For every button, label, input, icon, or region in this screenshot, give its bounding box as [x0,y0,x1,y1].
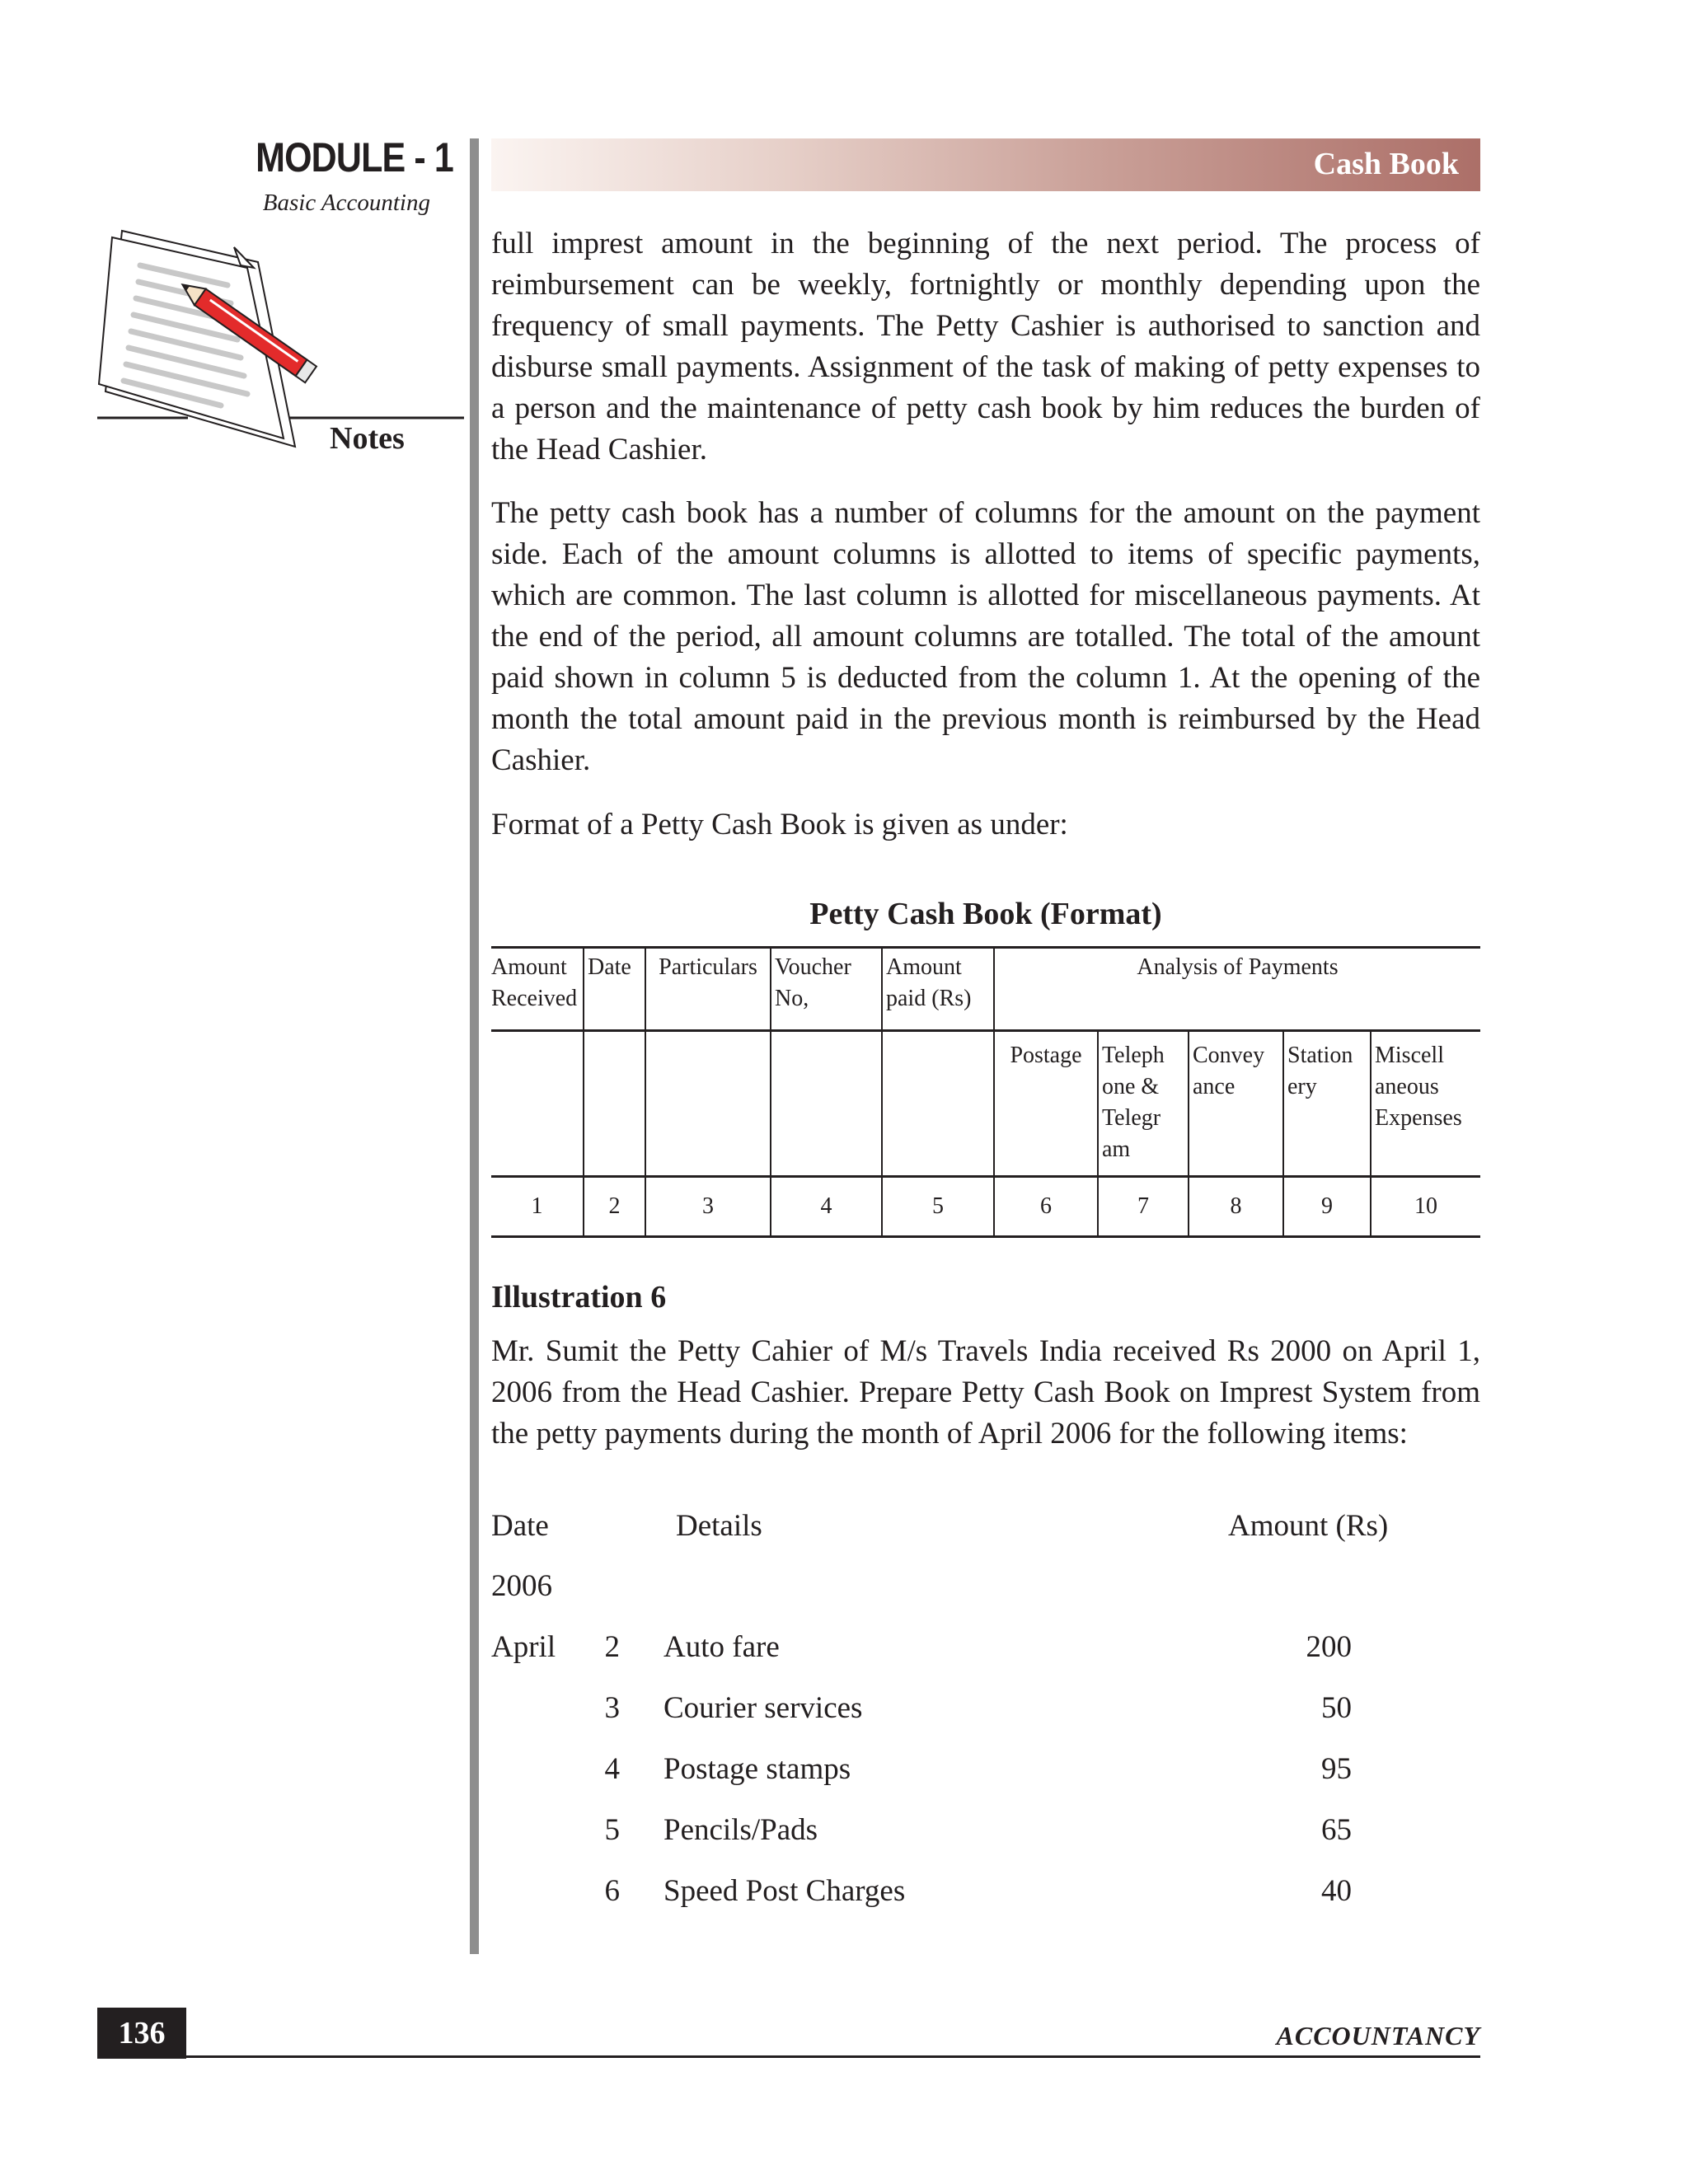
paragraph-imprest: full imprest amount in the beginning of the next period. The process of reimbursement can be weekly, fortnightly or monthly depending upon the frequency of small payments. The Petty Cashier is authorised to sanction and disburse small payments. Assignment of the task of making of petty expenses to a person and the maintenance of petty cash book by him reduces the burden of the Head Cashier. [491,227,1480,466]
col-header-date: Date [584,948,645,1031]
page-number: 136 [97,2008,186,2059]
column-number: 5 [882,1177,994,1237]
margin-divider [470,138,479,1954]
column-number: 8 [1189,1177,1283,1237]
entry-month: April [491,1630,556,1664]
entry-amount: 40 [1321,1874,1352,1908]
table-cell [882,1031,994,1177]
column-number: 7 [1098,1177,1189,1237]
col-header-amount-paid: Amount paid (Rs) [882,948,994,1031]
column-number-row [491,1177,1480,1237]
entry-detail: Postage stamps [663,1752,851,1786]
list-item [0,1690,1688,1732]
column-number: 10 [1371,1177,1480,1237]
column-number: 1 [491,1177,584,1237]
subheader-postage: Postage [994,1031,1098,1177]
entry-detail: Auto fare [663,1630,780,1664]
column-number: 3 [645,1177,771,1237]
illustration-text: Mr. Sumit the Petty Cahier of M/s Travels India received Rs 2000 on April 1, 2006 from the Head Cashier. Prepare Petty Cash Book on Imprest System from the petty payments during the month of April 2006 for the following items: [491,1334,1480,1451]
col-header-particulars: Particulars [645,948,771,1031]
list-year: 2006 [491,1569,552,1603]
column-number: 2 [584,1177,645,1237]
list-item [0,1629,1688,1671]
entry-day: 6 [604,1874,620,1908]
chapter-title: Cash Book [1313,147,1459,181]
entry-amount: 65 [1321,1813,1352,1847]
subheader-miscellaneous: Miscell aneous Expenses [1371,1031,1480,1177]
col-header-amount-received: Amount Received [491,948,584,1031]
list-header-amount: Amount (Rs) [1228,1509,1389,1543]
footer-subject: ACCOUNTANCY [1276,2021,1480,2050]
entry-amount: 50 [1321,1691,1352,1725]
list-item [0,1812,1688,1854]
entry-amount: 200 [1306,1630,1352,1664]
list-header-date: Date [491,1509,549,1543]
subheader-telephone: Teleph one & Telegr am [1098,1031,1189,1177]
table-header-row [491,948,1480,1031]
table-subheader-row [491,1031,1480,1177]
entry-detail: Pencils/Pads [663,1813,818,1847]
entry-day: 2 [604,1630,620,1664]
illustration-title: Illustration 6 [491,1280,667,1315]
col-header-voucher: Voucher No, [771,948,882,1031]
format-table-title: Petty Cash Book (Format) [809,897,1162,931]
notes-label: Notes [330,421,405,456]
entry-detail: Courier services [663,1691,863,1725]
list-item [0,1873,1688,1915]
paragraph-columns: The petty cash book has a number of columns for the amount on the payment side. Each of the amount columns is allotted to items of specific payments, which are common. The last column is allotted for miscellaneous payments. At the end of the period, all amount columns are totalled. The total of the amount paid shown in column 5 is deducted from the column 1. At the opening of the month the total amount paid in the previous month is reimbursed by the Head Cashier. [491,496,1480,777]
subheader-conveyance: Convey ance [1189,1031,1283,1177]
subheader-stationery: Station ery [1283,1031,1371,1177]
table-cell [771,1031,882,1177]
table-cell [584,1031,645,1177]
footer-rule [97,2055,1480,2058]
entry-amount: 95 [1321,1752,1352,1786]
entry-detail: Speed Post Charges [663,1874,906,1908]
list-item [0,1751,1688,1793]
module-title: MODULE - 1 [256,134,453,180]
header-band [491,138,1480,191]
col-header-analysis: Analysis of Payments [994,948,1480,1031]
column-number: 4 [771,1177,882,1237]
module-subtitle: Basic Accounting [262,190,430,216]
notepad-pencil-icon [97,223,468,462]
entry-day: 4 [604,1752,620,1786]
column-number: 9 [1283,1177,1371,1237]
petty-cash-format-table [491,946,1480,1238]
column-number: 6 [994,1177,1098,1237]
paragraph-format-intro: Format of a Petty Cash Book is given as under: [491,808,1068,841]
table-cell [491,1031,584,1177]
table-cell [645,1031,771,1177]
list-header-details: Details [676,1509,762,1543]
entry-day: 3 [604,1691,620,1725]
entry-day: 5 [604,1813,620,1847]
